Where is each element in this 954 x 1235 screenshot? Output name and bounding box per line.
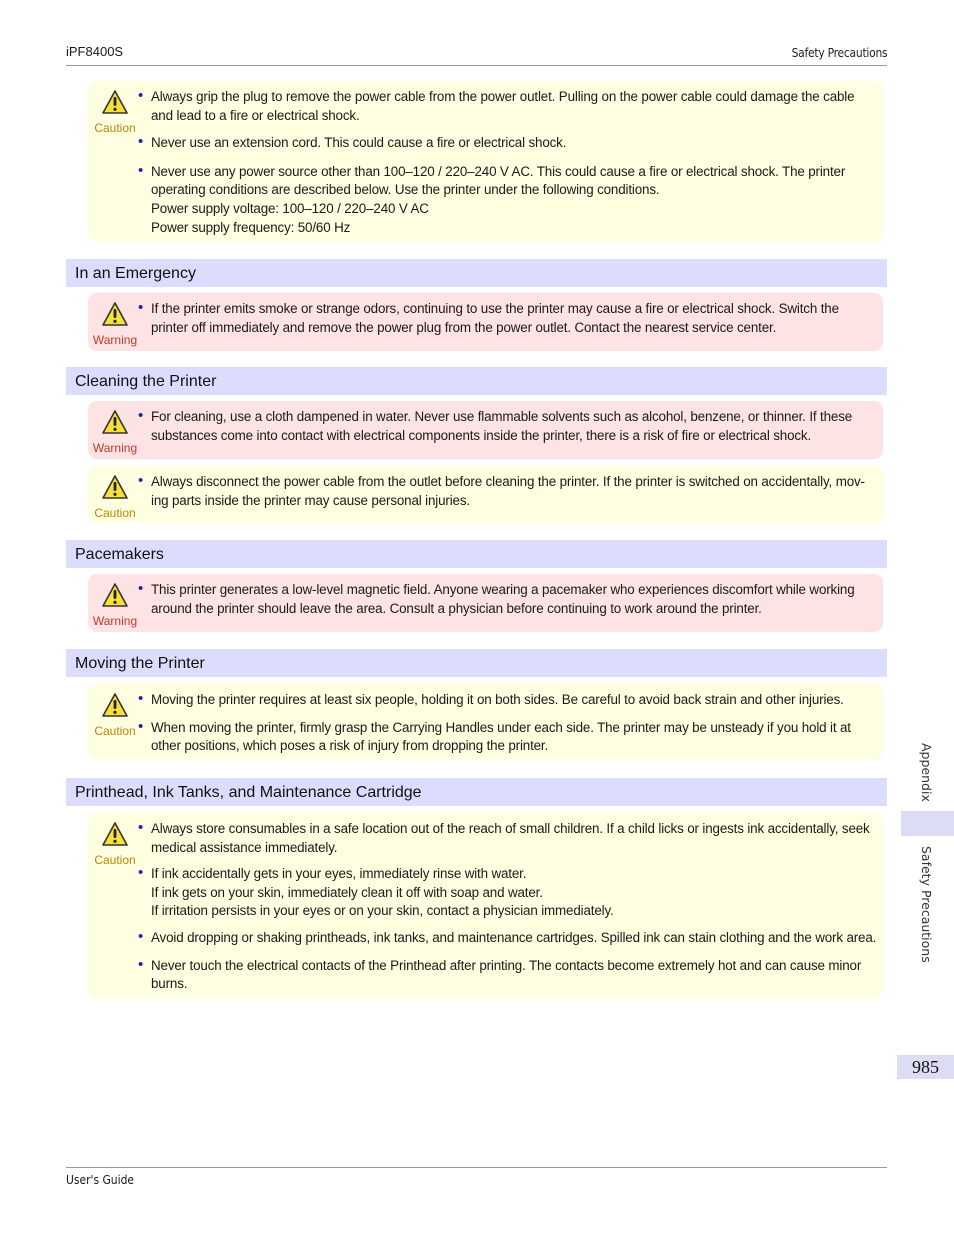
list-item: • Never use an extension cord. This could cause a fire or electrical shock.	[138, 134, 877, 153]
section-heading-cleaning: Cleaning the Printer	[66, 367, 887, 395]
list-item: • Always grip the plug to remove the power cable from the power outlet. Pulling on the power cable could damage the cable and lead to a fire or electrical shock.	[138, 88, 877, 125]
warning-box-emergency	[88, 293, 883, 351]
section-heading-moving: Moving the Printer	[66, 649, 887, 677]
moving-list	[138, 691, 877, 756]
list-item: • Always store consumables in a safe location out of the reach of small children. If a child licks or ingests ink accidentally, seek medical assistance immediately.	[138, 820, 877, 857]
caution-box-power	[88, 81, 883, 242]
cleaning-caution-list	[138, 473, 877, 510]
warning-badge	[88, 582, 142, 628]
warning-label: Warning	[92, 333, 138, 347]
list-item: • This printer generates a low-level magnetic field. Anyone wearing a pacemaker who experiences discomfort while working around the printer should leave the area. Consult a physician before continuing to work around the printer.	[138, 581, 877, 618]
caution-icon	[102, 474, 128, 500]
caution-box-moving	[88, 684, 883, 760]
side-tab-safety-precautions[interactable]: Safety Precautions	[919, 846, 934, 963]
warning-icon	[102, 301, 128, 327]
power-list	[138, 88, 877, 237]
header-section: Safety Precautions	[791, 45, 887, 60]
footer-guide: User's Guide	[66, 1172, 135, 1187]
warning-icon	[102, 409, 128, 435]
list-item: • Avoid dropping or shaking printheads, ink tanks, and maintenance cartridges. Spilled ink can stain clothing and the work area.	[138, 929, 877, 948]
warning-box-cleaning	[88, 401, 883, 459]
list-item: • Never touch the electrical contacts of the Printhead after printing. The contacts become extremely hot and can cause minor burns.	[138, 957, 877, 994]
warning-label: Warning	[92, 614, 138, 628]
footer-divider	[66, 1167, 887, 1168]
caution-icon	[102, 89, 128, 115]
warning-badge	[88, 301, 142, 347]
side-tab-active-marker	[901, 811, 954, 836]
caution-label: Caution	[94, 853, 136, 867]
section-heading-consumables: Printhead, Ink Tanks, and Maintenance Cartridge	[66, 778, 887, 806]
caution-label: Caution	[94, 121, 136, 135]
caution-icon	[102, 692, 128, 718]
list-item: • Never use any power source other than 100–120 / 220–240 V AC. This could cause a fire or electrical shock. The printer operating conditions are described below. Use the printer under the following conditions. Power supply voltage: 100–120 / 220–240 V AC Power supply frequency: 50/60 Hz	[138, 163, 877, 237]
header-divider	[66, 65, 887, 66]
list-item: • Moving the printer requires at least six people, holding it on both sides. Be careful to avoid back strain and other injuries.	[138, 691, 877, 710]
section-heading-pacemakers: Pacemakers	[66, 540, 887, 568]
emergency-list	[138, 300, 877, 337]
warning-box-pacemakers	[88, 574, 883, 632]
caution-badge	[88, 821, 142, 867]
caution-label: Caution	[94, 724, 136, 738]
list-item: • When moving the printer, firmly grasp the Carrying Handles under each side. The printer may be unsteady if you hold it at other positions, which poses a risk of injury from dropping the printer.	[138, 719, 877, 756]
caution-box-cleaning	[88, 466, 883, 523]
list-item: • For cleaning, use a cloth dampened in water. Never use flammable solvents such as alcohol, benzene, or thinner. If these substances come into contact with electrical components inside the printer, there is a risk of fire or electrical shock.	[138, 408, 877, 445]
caution-badge	[88, 474, 142, 520]
header-model: iPF8400S	[66, 44, 124, 59]
page-number: 985	[897, 1055, 954, 1079]
pacemakers-list	[138, 581, 877, 618]
cleaning-warning-list	[138, 408, 877, 445]
warning-label: Warning	[92, 441, 138, 455]
caution-icon	[102, 821, 128, 847]
side-tab-appendix[interactable]: Appendix	[919, 743, 934, 802]
section-heading-emergency: In an Emergency	[66, 259, 887, 287]
warning-icon	[102, 582, 128, 608]
list-item: • If ink accidentally gets in your eyes, immediately rinse with water. If ink gets on your skin, immediately clean it off with soap and water. If irritation persists in your eyes or on your skin, contact a physician immediately.	[138, 865, 877, 921]
list-item: • If the printer emits smoke or strange odors, continuing to use the printer may cause a fire or electrical shock. Switch the printer off immediately and remove the power plug from the power outlet. Contact the nearest service center.	[138, 300, 877, 337]
caution-box-consumables	[88, 813, 883, 999]
caution-badge	[88, 89, 142, 135]
list-item: • Always disconnect the power cable from the outlet before cleaning the printer. If the printer is switched on accidentally, mov- ing parts inside the printer may cause personal injuries.	[138, 473, 877, 510]
caution-badge	[88, 692, 142, 738]
caution-label: Caution	[94, 506, 136, 520]
consumables-list	[138, 820, 877, 994]
warning-badge	[88, 409, 142, 455]
